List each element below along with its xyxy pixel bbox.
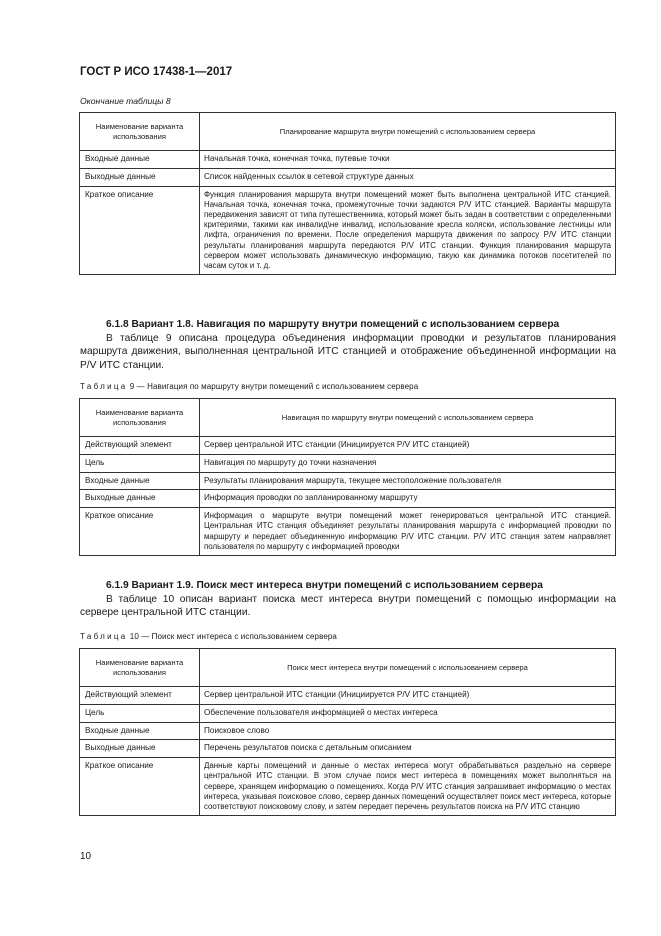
row-value: Навигация по маршруту до точки назначения — [200, 454, 616, 472]
row-key: Выходные данные — [80, 168, 200, 186]
column-header-use-case: Поиск мест интереса внутри помещений с использованием сервера — [200, 649, 616, 687]
row-key: Входные данные — [80, 151, 200, 169]
section-heading: 6.1.9 Вариант 1.9. Поиск мест интереса внутри помещений с использованием сервера — [106, 580, 543, 591]
row-value: Информация о маршруте внутри помещений может генерироваться центральной ИТС станцией. Центральная ИТС станция объединяет результаты планирования маршрута с информацией проводки по маршруту и передает объединенную информацию P/V ИТС станции. P/V ИТС станция затем направляет пользователя по маршруту с информацией проводки — [200, 508, 616, 556]
row-key: Входные данные — [80, 722, 200, 740]
row-value: Результаты планирования маршрута, текущее местоположение пользователя — [200, 472, 616, 490]
row-value: Список найденных ссылок в сетевой структуре данных — [200, 168, 616, 186]
table-row — [80, 758, 616, 816]
row-value: Сервер центральной ИТС станции (Инициируется P/V ИТС станцией) — [200, 687, 616, 705]
row-key: Выходные данные — [80, 490, 200, 508]
section-paragraph: В таблице 9 описана процедура объединения информации проводки и результатов планирования маршрута движения, выполненная центральной ИТС станцией и отображение объединенной информации на P/V ИТС станции. — [80, 332, 616, 371]
row-value: Данные карты помещений и данные о местах интереса могут обрабатываться раздельно на сервере центральной ИТС станции. В этом случае поиск мест интереса в помещениях может выполняться на сервере, хранящем информацию о помещениях. Когда P/V ИТС станция запрашивает информацию о местах интереса, указывая поисковое слово, сервер данных помещений осуществляет поиск мест интереса, которые соответствуют поисковому слову, и затем передает перечень результатов поиска на P/V ИТС станцию — [200, 758, 616, 816]
row-value: Информация проводки по запланированному маршруту — [200, 490, 616, 508]
table-row — [80, 151, 616, 169]
table-8 — [79, 112, 616, 275]
table-row — [80, 186, 616, 275]
column-header-use-case-name: Наименование варианта использования — [80, 113, 200, 151]
row-key: Краткое описание — [80, 186, 200, 275]
table-row — [80, 740, 616, 758]
row-key: Действующий элемент — [80, 437, 200, 455]
row-key: Цель — [80, 454, 200, 472]
row-key: Выходные данные — [80, 740, 200, 758]
table-9 — [79, 398, 616, 556]
row-value: Функция планирования маршрута внутри помещений может быть выполнена центральной ИТС станцией. Начальная точка, конечная точка, промежуточные точки задаются P/V ИТС станцией. Варианты маршрута передвижения зависят от типа путешественника, который может быть задан в соответствии с определенными критериями, такими как инвалид\не инвалид, использование кресла коляски, использование лестницы или лифта, ограничения по времени. После определения маршрута движения по запросу P/V ИТС станции результаты планирования маршрута передаются P/V ИТС станции. Функция планирования маршрута сервером может использовать динамическую информацию, такую как динамика потоков посетителей по часам суток и т. д. — [200, 186, 616, 275]
table-row — [80, 472, 616, 490]
column-header-use-case: Навигация по маршруту внутри помещений с использованием сервера — [200, 399, 616, 437]
section-6-1-9 — [80, 579, 616, 620]
table-10 — [79, 648, 616, 816]
table-header-row — [80, 649, 616, 687]
column-header-use-case-name: Наименование варианта использования — [80, 399, 200, 437]
table9-caption: Таблица 9 — Навигация по маршруту внутри помещений с использованием сервера — [80, 382, 419, 391]
table10-caption: Таблица 10 — Поиск мест интереса с использованием сервера — [80, 632, 337, 641]
table-row — [80, 490, 616, 508]
section-paragraph: В таблице 10 описан вариант поиска мест интереса внутри помещений с помощью информации на сервере центральной ИТС станции. — [80, 593, 616, 619]
page-number: 10 — [80, 851, 92, 862]
table-row — [80, 508, 616, 556]
table-row — [80, 437, 616, 455]
table-row — [80, 722, 616, 740]
row-key: Краткое описание — [80, 758, 200, 816]
table-row — [80, 704, 616, 722]
column-header-use-case: Планирование маршрута внутри помещений с использованием сервера — [200, 113, 616, 151]
table-row — [80, 454, 616, 472]
table-row — [80, 687, 616, 705]
row-value: Начальная точка, конечная точка, путевые точки — [200, 151, 616, 169]
row-value: Обеспечение пользователя информацией о местах интереса — [200, 704, 616, 722]
row-value: Перечень результатов поиска с детальным описанием — [200, 740, 616, 758]
row-key: Краткое описание — [80, 508, 200, 556]
section-6-1-8 — [80, 318, 616, 372]
table-header-row — [80, 399, 616, 437]
row-value: Поисковое слово — [200, 722, 616, 740]
column-header-use-case-name: Наименование варианта использования — [80, 649, 200, 687]
table-row — [80, 168, 616, 186]
table-header-row — [80, 113, 616, 151]
section-heading: 6.1.8 Вариант 1.8. Навигация по маршруту внутри помещений с использованием сервера — [106, 319, 560, 330]
row-key: Цель — [80, 704, 200, 722]
row-value: Сервер центральной ИТС станции (Инициируется P/V ИТС станцией) — [200, 437, 616, 455]
table8-caption: Окончание таблицы 8 — [80, 96, 171, 106]
row-key: Действующий элемент — [80, 687, 200, 705]
row-key: Входные данные — [80, 472, 200, 490]
document-header: ГОСТ Р ИСО 17438-1—2017 — [80, 66, 233, 78]
